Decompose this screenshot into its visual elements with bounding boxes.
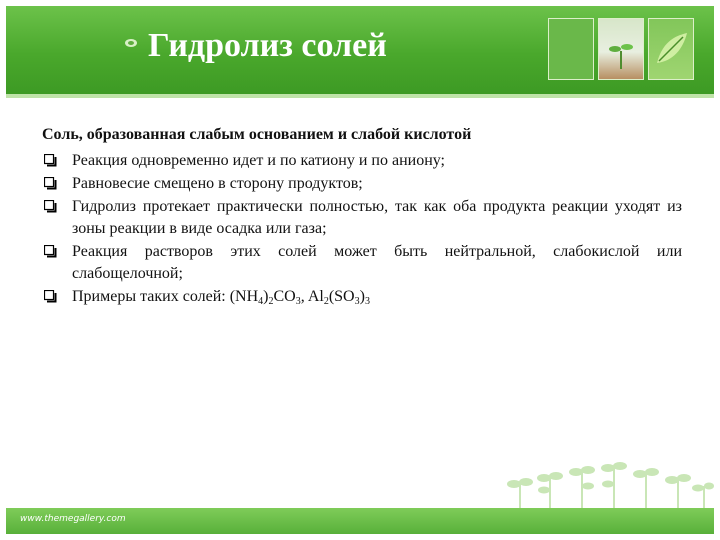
leaf-icon [649, 19, 693, 79]
checkbox-bullet-icon [44, 290, 57, 303]
green-thumbnail [548, 18, 594, 80]
leaf-thumbnail [648, 18, 694, 80]
list-item: Гидролиз протекает практически полностью, так как оба продукта реакции уходят из зоны реакции в виде осадка или газа; [42, 196, 682, 240]
leaf-bullet-icon [124, 38, 138, 48]
slide-title: Гидролиз солей [148, 27, 387, 64]
list-item-examples [42, 286, 682, 308]
seedling-icon [599, 19, 643, 79]
examples-text: Примеры таких солей: $(NH_4)_2CO_3$, $Al_2(SO_3)_3$ [72, 288, 370, 307]
sprouts-decoration-icon [500, 456, 714, 516]
list-item: Реакция одновременно идет и по катиону и по аниону; [42, 150, 682, 172]
seedling-thumbnail [598, 18, 644, 80]
list-item: Реакция растворов этих солей может быть нейтральной, слабокислой или слабощелочной; [42, 241, 682, 285]
footer-url: www.themegallery.com [20, 514, 126, 524]
checkbox-bullet-icon [44, 245, 57, 258]
checkbox-bullet-icon [44, 200, 57, 213]
bullet-list [42, 150, 682, 308]
checkbox-bullet-icon [44, 154, 57, 167]
checkbox-bullet-icon [44, 177, 57, 190]
list-item: Равновесие смещено в сторону продуктов; [42, 173, 682, 195]
content-body [42, 124, 682, 309]
content-subtitle: Соль, образованная слабым основанием и слабой кислотой [42, 126, 472, 143]
header-divider [6, 94, 714, 98]
